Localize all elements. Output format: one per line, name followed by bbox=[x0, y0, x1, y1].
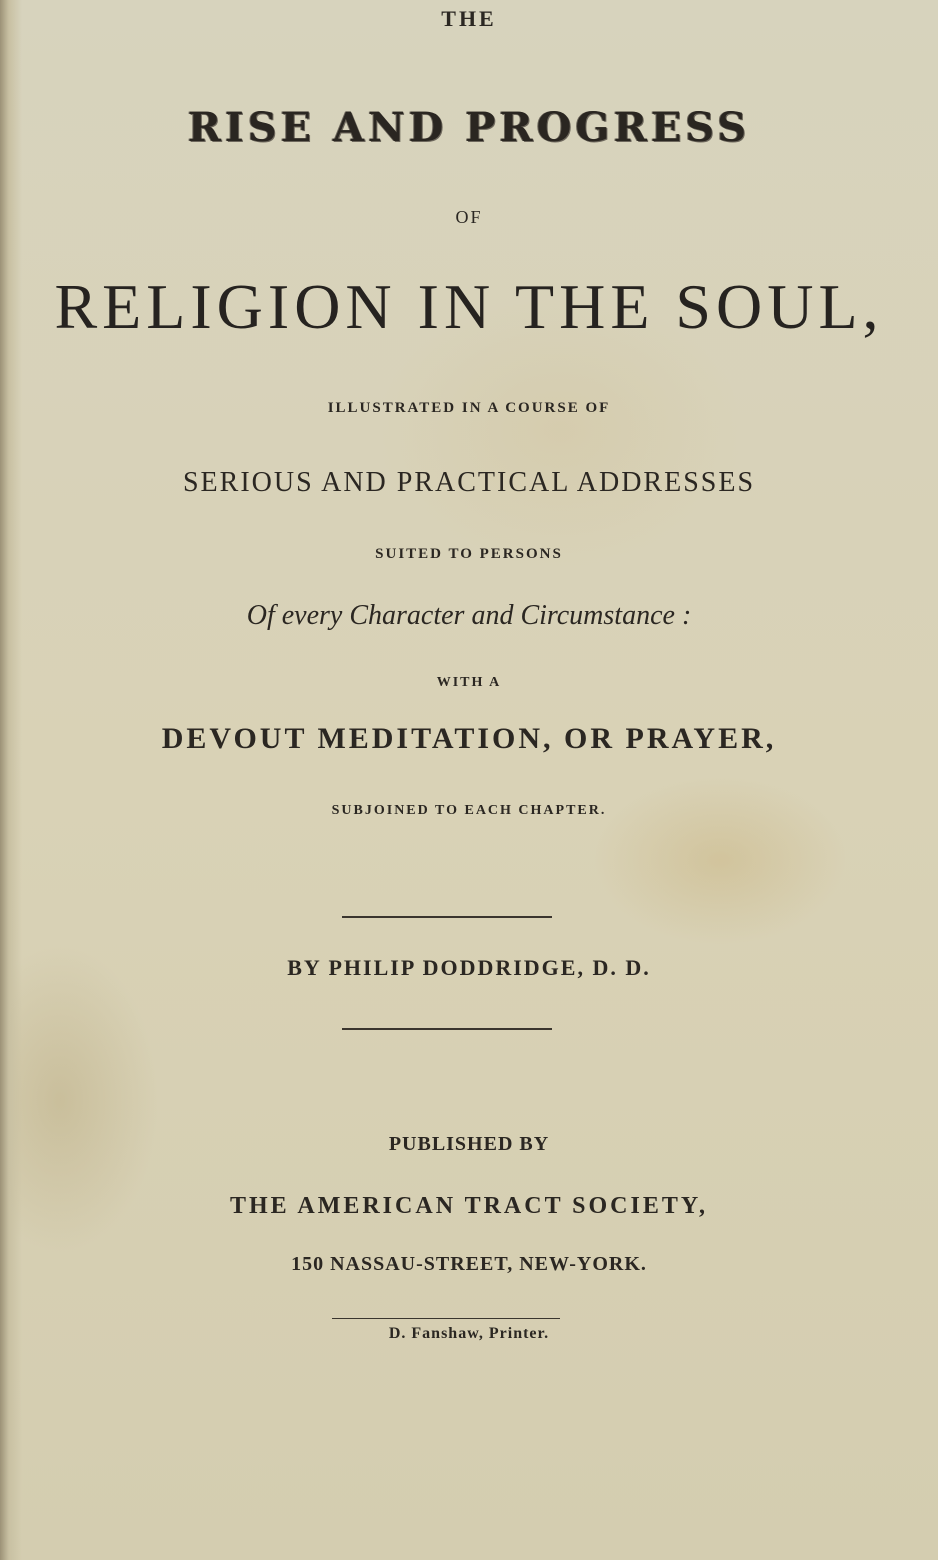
subtitle-every-character: Of every Character and Circumstance : bbox=[246, 600, 692, 631]
divider-rule-1 bbox=[342, 916, 552, 918]
publisher-address: 150 NASSAU-STREET, NEW-YORK. bbox=[291, 1253, 647, 1275]
printer-credit: D. Fanshaw, Printer. bbox=[388, 1325, 550, 1342]
heading-the: THE bbox=[441, 6, 497, 31]
subtitle-devout: DEVOUT MEDITATION, OR PRAYER, bbox=[161, 722, 777, 755]
subtitle-serious: SERIOUS AND PRACTICAL ADDRESSES bbox=[182, 467, 756, 498]
subtitle-subjoined: SUBJOINED TO EACH CHAPTER. bbox=[331, 803, 607, 818]
divider-rule-3 bbox=[332, 1318, 560, 1319]
main-title: RELIGION IN THE SOUL, bbox=[54, 271, 884, 342]
author-line: BY PHILIP DODDRIDGE, D. D. bbox=[287, 955, 651, 980]
subtitle-with-a: WITH A bbox=[436, 675, 502, 690]
published-by: PUBLISHED BY bbox=[388, 1133, 550, 1155]
publisher-name: THE AMERICAN TRACT SOCIETY, bbox=[230, 1193, 708, 1219]
subtitle-illustrated: ILLUSTRATED IN A COURSE OF bbox=[327, 400, 611, 416]
heading-rise-and-progress: RISE AND PROGRESS bbox=[187, 104, 751, 151]
heading-of: OF bbox=[455, 207, 483, 227]
subtitle-suited: SUITED TO PERSONS bbox=[375, 546, 563, 562]
divider-rule-2 bbox=[342, 1028, 552, 1030]
